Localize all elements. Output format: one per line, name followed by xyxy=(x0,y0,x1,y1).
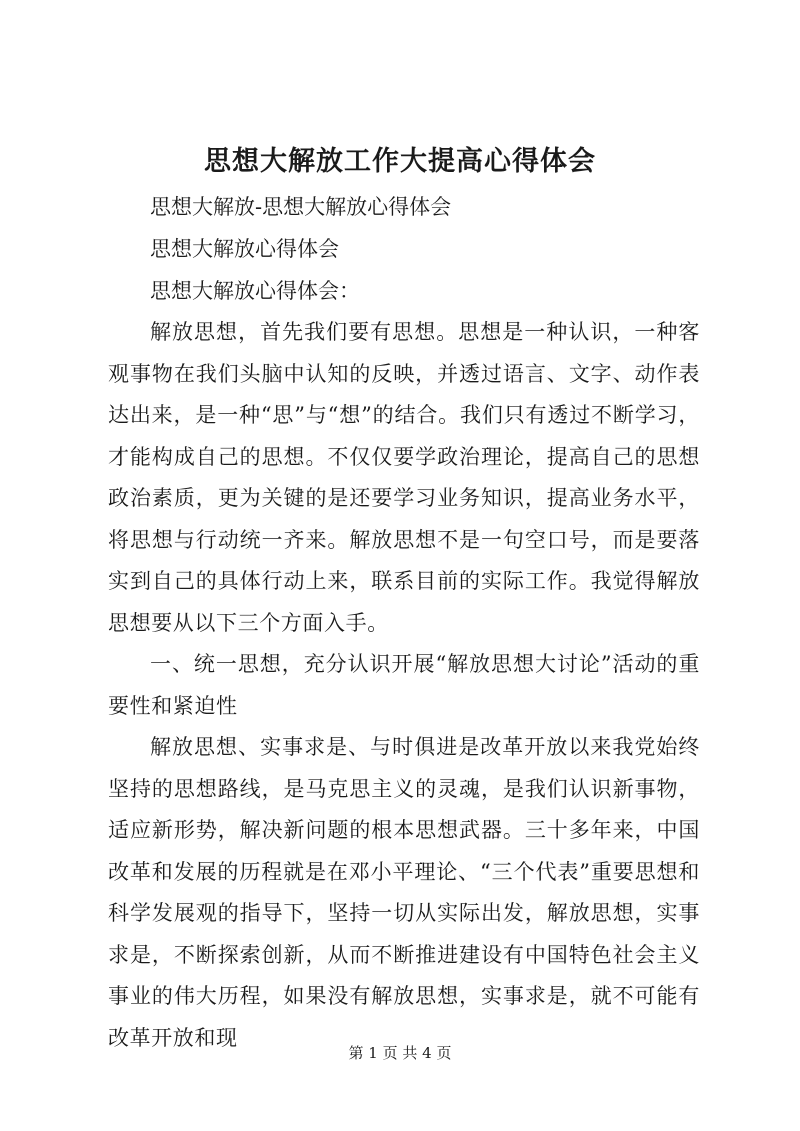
page-number-footer: 第 1 页 共 4 页 xyxy=(348,1044,452,1062)
document-title: 思想大解放工作大提高心得体会 xyxy=(204,146,596,177)
body-paragraph: 解放思想、实事求是、与时俱进是改革开放以来我党始终坚持的思想路线，是马克思主义的灵魂，是我们认识新事物，适应新形势，解决新问题的根本思想武器。三十多年来，中国改革和发展的历程就是在邓小平理论、“三个代表”重要思想和科学发展观的指导下，坚持一切从实际出发，解放思想，实事求是，不断探索创新，从而不断推进建设有中国特色社会主义事业的伟大历程，如果没有解放思想，实事求是，就不可能有改革开放和现 xyxy=(108,735,700,1050)
heading-line: 思想大解放心得体会 xyxy=(150,237,339,261)
subtitle-line: 思想大解放-思想大解放心得体会 xyxy=(150,195,452,219)
section-heading: 一、统一思想，充分认识开展“解放思想大讨论”活动的重要性和紧迫性 xyxy=(108,652,700,718)
document-body xyxy=(108,186,700,1059)
body-paragraph: 解放思想，首先我们要有思想。思想是一种认识，一种客观事物在我们头脑中认知的反映，并透过语言、文字、动作表达出来，是一种“思”与“想”的结合。我们只有透过不断学习，才能构成自己的思想。不仅仅要学政治理论，提高自己的思想政治素质，更为关键的是还要学习业务知识，提高业务水平，将思想与行动统一齐来。解放思想不是一句空口号，而是要落实到自己的具体行动上来，联系目前的实际工作。我觉得解放思想要从以下三个方面入手。 xyxy=(108,320,700,635)
salutation-line: 思想大解放心得体会： xyxy=(150,279,360,303)
